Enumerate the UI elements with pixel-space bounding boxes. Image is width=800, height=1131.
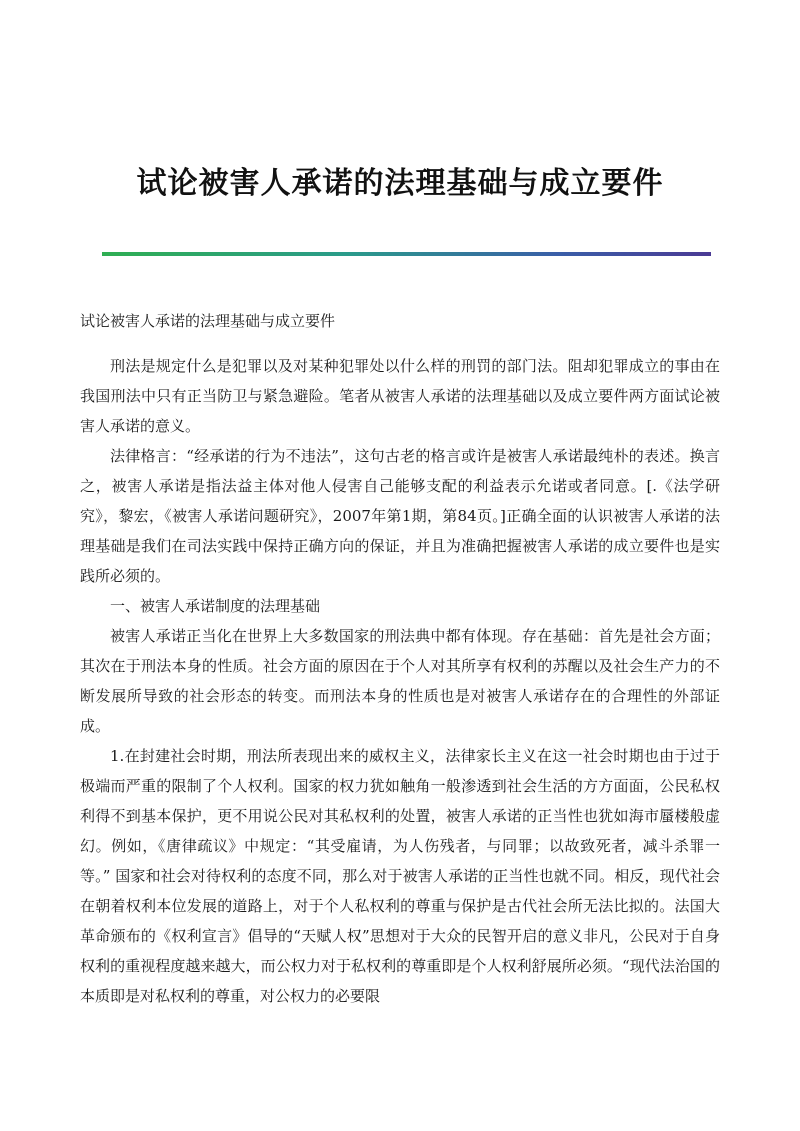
section-heading: 一、被害人承诺制度的法理基础 [110, 597, 321, 615]
document-title: 试论被害人承诺的法理基础与成立要件 [136, 166, 664, 201]
document-subtitle: 试论被害人承诺的法理基础与成立要件 [80, 312, 336, 330]
paragraph-feudal-era: 1.在封建社会时期，刑法所表现出来的威权主义，法律家长主义在这一社会时期也由于过于极端而严重的限制了个人权利。国家的权力犹如触角一般渗透到社会生活的方方面面，公民私权利得不到基本保护，更不用说公民对其私权利的处置，被害人承诺的正当性也犹如海市蜃楼般虚幻。例如，《唐律疏议》中规定：“其受雇请，为人伤残者，与同罪；以故致死者，减斗杀罪一等。” 国家和社会对待权利的态度不同，那么对于被害人承诺的正当性也就不同。相反，现代社会在朝着权利本位发展的道路上，对于个人私权利的尊重与保护是古代社会所无法比拟的。法国大革命颁布的《权利宣言》倡导的“天赋人权”思想对于大众的民智开启的意义非凡，公民对于自身权利的重视程度越来越大，而公权力对于私权利的尊重即是个人权利舒展所必须。“现代法治国的本质即是对私权利的尊重，对公权力的必要限 [80, 747, 720, 1005]
paragraph-basis: 被害人承诺正当化在世界上大多数国家的刑法典中都有体现。存在基础：首先是社会方面；其次在于刑法本身的性质。社会方面的原因在于个人对其所享有权利的苏醒以及社会生产力的不断发展所导致的社会形态的转变。而刑法本身的性质也是对被害人承诺存在的合理性的外部证成。 [80, 627, 720, 735]
title-divider [102, 252, 711, 256]
paragraph-legal-maxim: 法律格言：“经承诺的行为不违法”，这句古老的格言或许是被害人承诺最纯朴的表述。换言之，被害人承诺是指法益主体对他人侵害自己能够支配的利益表示允诺或者同意。[.《法学研究》，黎宏，《被害人承诺问题研究》，2007年第1期，第84页。]正确全面的认识被害人承诺的法理基础是我们在司法实践中保持正确方向的保证，并且为准确把握被害人承诺的成立要件也是实践所必须的。 [80, 447, 720, 585]
paragraph-intro: 刑法是规定什么是犯罪以及对某种犯罪处以什么样的刑罚的部门法。阻却犯罪成立的事由在我国刑法中只有正当防卫与紧急避险。笔者从被害人承诺的法理基础以及成立要件两方面试论被害人承诺的意义。 [80, 357, 720, 435]
document-body [80, 306, 720, 1011]
